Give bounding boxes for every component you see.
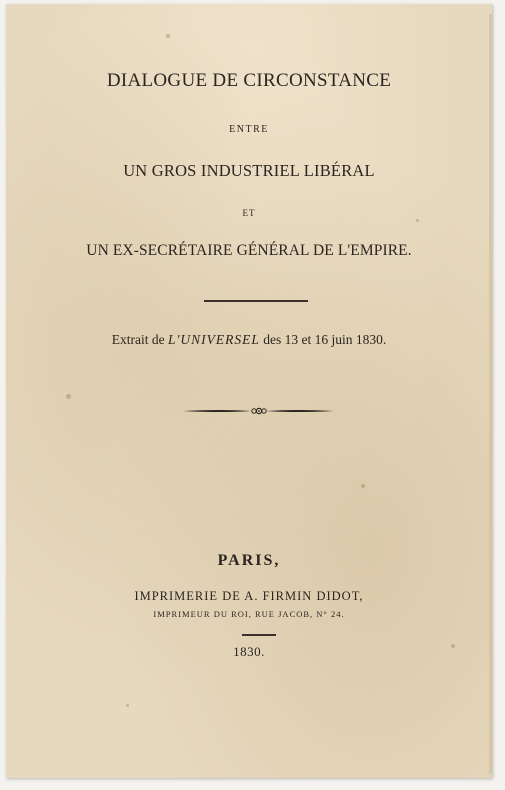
- imprint-divider-rule: [242, 634, 276, 636]
- paper-speck: [361, 484, 365, 488]
- title-line-3: UN EX-SECRÉTAIRE GÉNÉRAL DE L'EMPIRE.: [86, 242, 412, 259]
- imprint-printer: IMPRIMERIE DE A. FIRMIN DIDOT,: [134, 589, 364, 603]
- connector-entre: ENTRE: [229, 124, 269, 135]
- title-line-1: DIALOGUE DE CIRCONSTANCE: [106, 70, 392, 91]
- extract-prefix: Extrait de: [111, 332, 168, 347]
- title-line-2: UN GROS INDUSTRIEL LIBÉRAL: [123, 161, 375, 180]
- connector-et: ET: [242, 208, 256, 218]
- extract-suffix: des 13 et 16 juin 1830.: [259, 332, 387, 347]
- imprint-year: 1830.: [233, 644, 265, 659]
- title-divider-rule: [204, 300, 308, 302]
- paper-speck: [66, 394, 71, 399]
- title-page: [6, 4, 492, 778]
- paper-speck: [416, 219, 419, 222]
- paper-speck: [126, 704, 129, 707]
- imprint-details: IMPRIMEUR DU ROI, RUE JACOB, N° 24.: [153, 609, 345, 619]
- imprint-city: PARIS,: [217, 552, 281, 569]
- paper-speck: [166, 34, 170, 38]
- ornamental-rule: [181, 406, 336, 416]
- extract-note: [6, 332, 492, 348]
- extract-source: L'UNIVERSEL: [167, 332, 260, 347]
